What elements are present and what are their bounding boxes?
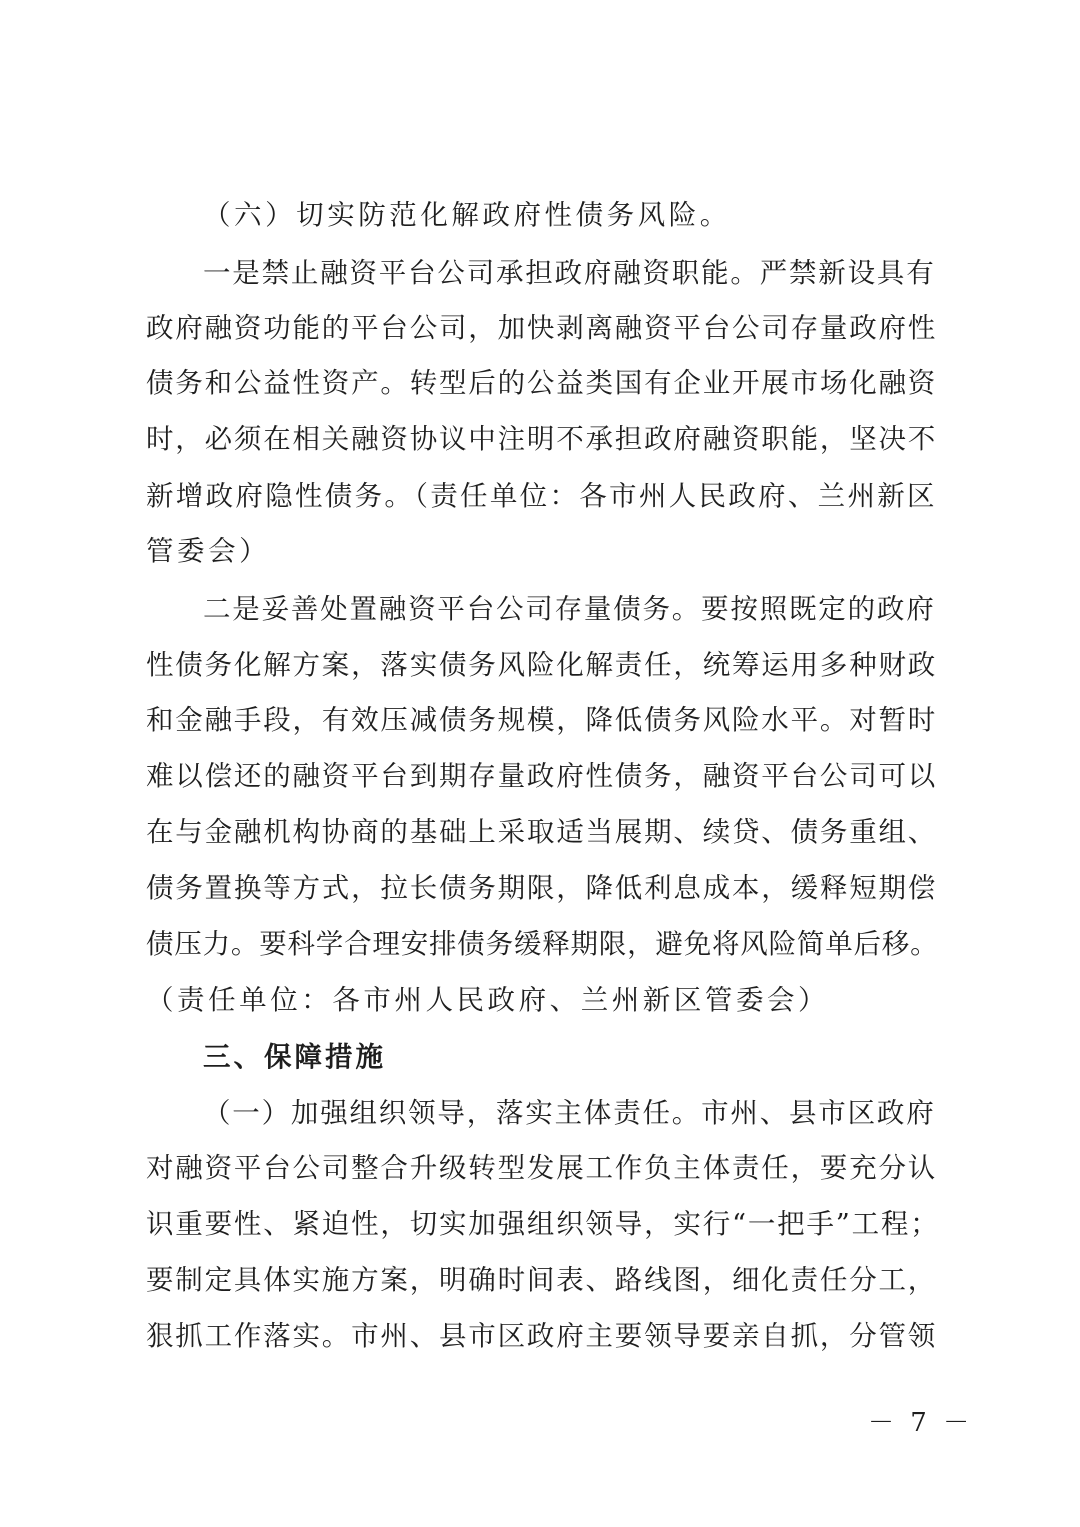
paragraph-line: 对融资平台公司整合升级转型发展工作负主体责任，要充分认 [146,1152,938,1184]
paragraph-line: 一是禁止融资平台公司承担政府融资职能。严禁新设具有 [203,257,936,289]
paragraph-line: 狠抓工作落实。市州、县市区政府主要领导要亲自抓，分管领 [146,1320,938,1352]
page-number: － 7 － [868,1408,974,1438]
paragraph-line: 二是妥善处置融资平台公司存量债务。要按照既定的政府 [203,593,936,625]
paragraph-line: 管委会） [146,535,271,567]
paragraph-line: 在与金融机构协商的基础上采取适当展期、续贷、债务重组、 [146,816,938,848]
paragraph-line: （责任单位：各市州人民政府、兰州新区管委会） [146,984,830,1016]
paragraph-line: 难以偿还的融资平台到期存量政府性债务，融资平台公司可以 [146,760,938,792]
paragraph-line: 债务置换等方式，拉长债务期限，降低利息成本，缓释短期偿 [146,872,938,904]
paragraph-line: 要制定具体实施方案，明确时间表、路线图，细化责任分工， [146,1264,938,1296]
paragraph-line: 债压力。要科学合理安排债务缓释期限，避免将风险简单后移。 [146,928,939,960]
paragraph-line: 识重要性、紧迫性，切实加强组织领导，实行“一把手”工程； [146,1208,940,1240]
section-heading-safeguards: 三、保障措施 [203,1041,386,1073]
paragraph-line: 和金融手段，有效压减债务规模，降低债务风险水平。对暂时 [146,704,938,736]
paragraph-line: 债务和公益性资产。转型后的公益类国有企业开展市场化融资 [146,367,938,399]
paragraph-line: 政府融资功能的平台公司，加快剥离融资平台公司存量政府性 [146,312,938,344]
subsection-heading-6: （六）切实防范化解政府性债务风险。 [203,199,731,231]
paragraph-line: （一）加强组织领导，落实主体责任。市州、县市区政府 [203,1097,936,1129]
paragraph-line: 新增政府隐性债务。（责任单位：各市州人民政府、兰州新区 [146,480,937,512]
paragraph-line: 时，必须在相关融资协议中注明不承担政府融资职能，坚决不 [146,423,938,455]
paragraph-line: 性债务化解方案，落实债务风险化解责任，统筹运用多种财政 [146,649,938,681]
